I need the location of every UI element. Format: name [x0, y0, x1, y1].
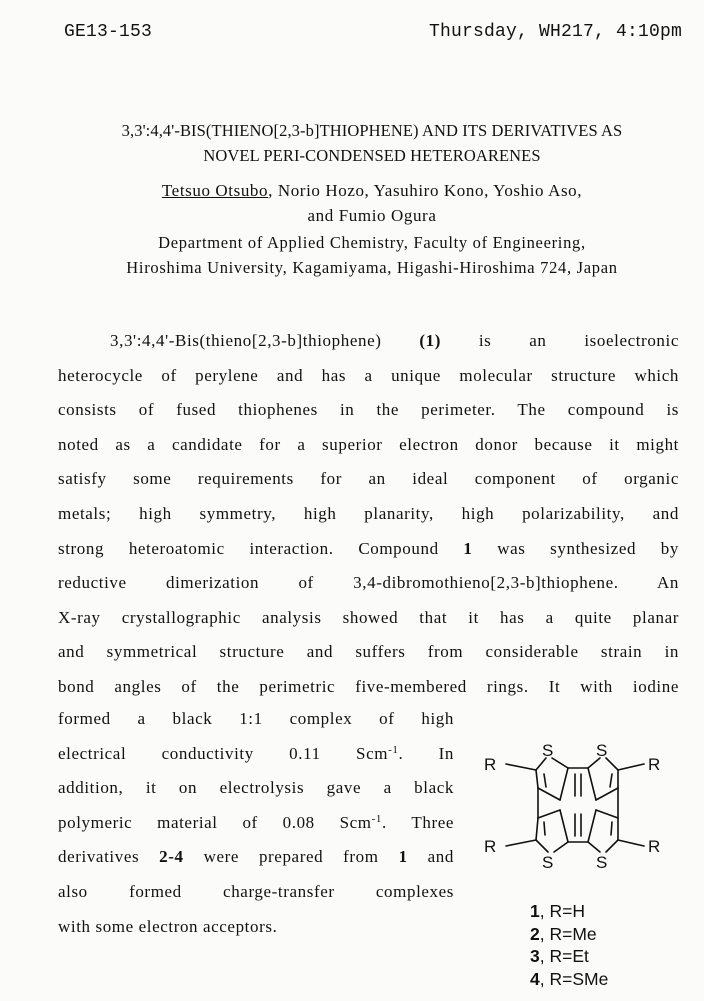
compound-label: 4, R=SMe — [530, 968, 609, 989]
session-schedule: Thursday, WH217, 4:10pm — [428, 22, 682, 42]
column-line: also formed charge-transfer complexes — [58, 881, 454, 901]
compound-label: 3, R=Et — [530, 946, 589, 966]
body-line: reductive dimerization of 3,4-dibromothieno[2,3-b]thiophene. An — [58, 573, 679, 593]
presenting-author: Tetsuo Otsubo — [161, 181, 269, 200]
column-line: derivatives 2-4 were prepared from 1 and — [58, 847, 454, 867]
compound-ref: (1) — [419, 331, 441, 350]
title-line-2: NOVEL PERI-CONDENSED HETEROARENES — [203, 146, 541, 165]
body-line: 3,3':4,4'-Bis(thieno[2,3-b]thiophene) (1) is an isoelectronic — [110, 331, 679, 350]
author-list — [40, 178, 704, 228]
affiliation — [40, 230, 704, 280]
body-line: bond angles of the perimetric five-membered rings. It with iodine — [58, 676, 679, 696]
r-group-label: R — [648, 837, 661, 856]
body-line: satisfy some requirements for an ideal component of organic — [58, 469, 679, 489]
sulfur-label: S — [596, 853, 608, 872]
sulfur-label: S — [596, 741, 608, 760]
column-line: polymeric material of 0.08 Scm$^{-1}$. Three — [58, 812, 454, 832]
compound-label: 2, R=Me — [530, 923, 597, 944]
title-line-1: 3,3':4,4'-BIS(THIENO[2,3-b]THIOPHENE) AND ITS DERIVATIVES AS — [121, 121, 623, 140]
abstract-body — [58, 324, 679, 705]
column-line: formed a black 1:1 complex of high — [58, 709, 454, 728]
body-line: and symmetrical structure and suffers from considerable strain in — [58, 642, 679, 662]
body-line: heterocycle of perylene and has a unique molecular structure which — [58, 365, 679, 385]
authors-line-2: and Fumio Ogura — [307, 206, 437, 225]
r-group-label: R — [484, 755, 497, 774]
sulfur-label: S — [542, 741, 554, 760]
coauthors: , Norio Hozo, Yasuhiro Kono, Yoshio Aso, — [268, 181, 583, 200]
body-line: noted as a candidate for a superior electron donor because it might — [58, 434, 679, 454]
column-line: electrical conductivity 0.11 Scm$^{-1}$. In — [58, 743, 454, 763]
body-line: metals; high symmetry, high planarity, high polarizability, and — [58, 503, 679, 523]
abstract-code: GE13-153 — [64, 22, 153, 42]
r-group-label: R — [484, 837, 497, 856]
body-line: consists of fused thiophenes in the perimeter. The compound is — [58, 400, 679, 420]
compound-legend — [530, 900, 608, 990]
compound-ref: 1 — [463, 538, 473, 558]
column-line: with some electron acceptors. — [58, 916, 278, 936]
authors-line-1 — [40, 178, 704, 203]
affiliation-line-1: Department of Applied Chemistry, Faculty of Engineering, — [158, 233, 586, 252]
compound-ref: 1 — [398, 847, 408, 867]
paper-title — [40, 118, 704, 168]
abstract-column — [58, 702, 454, 944]
body-line: X-ray crystallographic analysis showed that it has a quite planar — [58, 607, 679, 627]
column-line: addition, it on electrolysis gave a black — [58, 778, 454, 798]
compound-label: 1, R=H — [530, 901, 585, 921]
r-group-label: R — [648, 755, 661, 774]
affiliation-line-2: Hiroshima University, Kagamiyama, Higashi-Hiroshima 724, Japan — [126, 258, 618, 277]
compound-ref: 2-4 — [159, 847, 184, 867]
chemical-structure — [476, 722, 676, 892]
body-line: strong heteroatomic interaction. Compound 1 was synthesized by — [58, 538, 680, 558]
sulfur-label: S — [542, 853, 554, 872]
